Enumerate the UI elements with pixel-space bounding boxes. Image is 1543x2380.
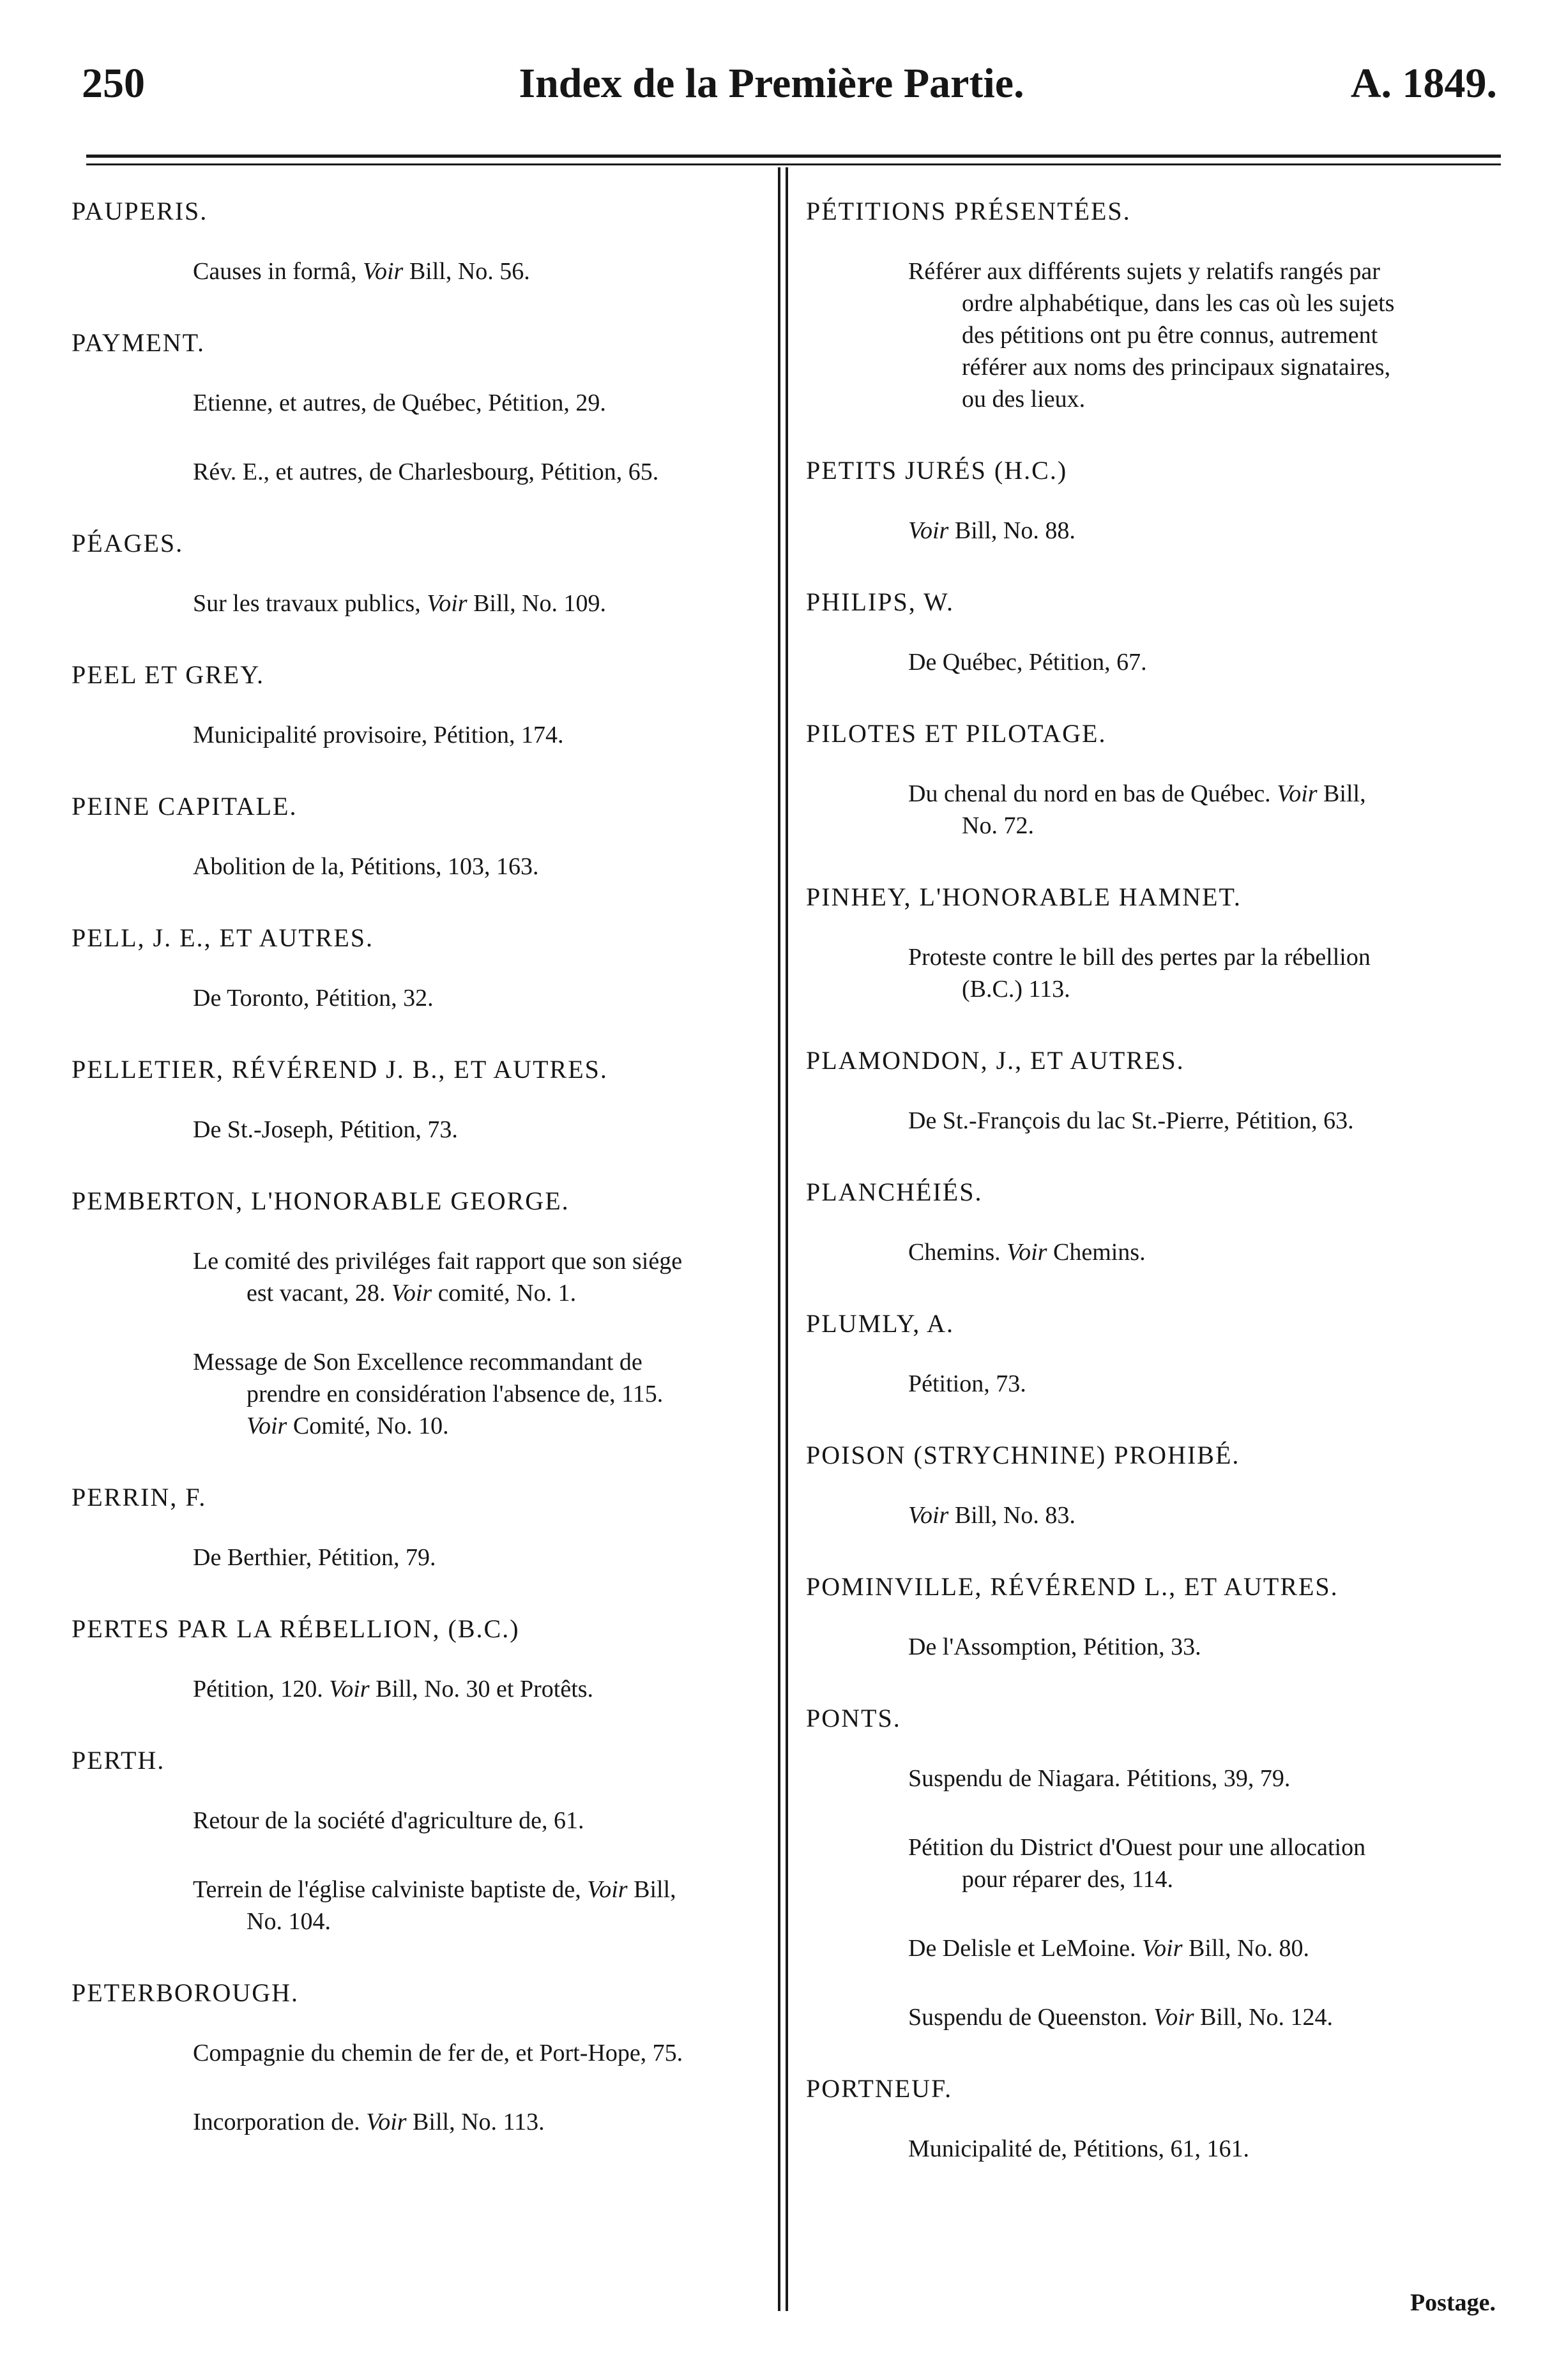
entry-heading: PORTNEUF. <box>806 2074 953 2103</box>
sub-text: Chemins. <box>908 1239 1007 1266</box>
voir-reference: Voir <box>1142 1935 1183 1962</box>
column-divider-right <box>786 167 788 2311</box>
entry-heading: PHILIPS, W. <box>806 587 955 616</box>
sub-text: pour réparer des, 114. <box>962 1866 1173 1893</box>
sub-text: De l'Assomption, Pétition, 33. <box>908 1633 1201 1660</box>
entry-heading: POMINVILLE, RÉVÉREND L., ET AUTRES. <box>806 1572 1339 1601</box>
sub-text: Pétition du District d'Ouest pour une allocation <box>908 1834 1366 1861</box>
entry-heading: PLANCHÉIÉS. <box>806 1178 983 1206</box>
sub-line <box>908 1834 1365 1861</box>
sub-text-tail: Bill, No. 83. <box>948 1502 1076 1529</box>
index-entry <box>72 324 780 488</box>
index-entry <box>72 1183 780 1442</box>
entry-subheading <box>72 1673 780 1705</box>
sub-text: prendre en considération l'absence de, 115. <box>247 1381 664 1407</box>
index-entry <box>72 525 780 619</box>
entry-heading: PEINE CAPITALE. <box>72 792 298 821</box>
entry-subheading <box>72 587 780 619</box>
entry-heading: PÉTITIONS PRÉSENTÉES. <box>806 197 1131 225</box>
voir-reference: Voir <box>247 1413 287 1439</box>
entry-heading: PILOTES ET PILOTAGE. <box>806 719 1107 748</box>
sub-line <box>193 1544 436 1571</box>
index-entry <box>72 1611 780 1705</box>
sub-line <box>908 1765 1290 1792</box>
voir-reference: Voir <box>427 590 467 617</box>
index-entry <box>806 1305 1528 1400</box>
entry-heading: PERRIN, F. <box>72 1483 207 1512</box>
index-entry <box>806 584 1528 678</box>
sub-line <box>193 390 606 416</box>
index-entry <box>72 920 780 1014</box>
sub-line <box>908 1107 1354 1134</box>
sub-text: De St.-Joseph, Pétition, 73. <box>193 1116 458 1143</box>
sub-text-tail: Bill, <box>627 1876 676 1903</box>
sub-text: Compagnie du chemin de fer de, et Port-Hope, 75. <box>193 2040 683 2066</box>
index-entry <box>72 1051 780 1146</box>
entry-subheading <box>72 1114 780 1146</box>
sub-text: No. 72. <box>962 812 1034 839</box>
sub-line <box>193 985 434 1012</box>
entry-heading: PLAMONDON, J., ET AUTRES. <box>806 1046 1185 1075</box>
entry-subheading <box>72 851 780 883</box>
entry-subheading <box>806 2133 1528 2165</box>
index-entry <box>806 1568 1528 1663</box>
index-entry <box>806 1042 1528 1137</box>
sub-line <box>908 517 1076 544</box>
session-year: A. 1849. <box>1350 60 1497 107</box>
sub-line <box>908 1633 1201 1660</box>
index-entry <box>806 1174 1528 1268</box>
entry-subheading <box>72 1805 780 1837</box>
entry-heading: PETITS JURÉS (H.C.) <box>806 456 1068 485</box>
entry-subheading <box>72 387 780 419</box>
sub-text: No. 104. <box>247 1908 331 1935</box>
sub-continuation <box>193 1378 780 1410</box>
index-entry <box>72 788 780 883</box>
sub-line <box>908 780 1366 807</box>
sub-text-tail: Bill, No. 56. <box>403 258 530 285</box>
entry-subheading <box>806 778 1528 842</box>
sub-text-tail: Bill, No. 109. <box>467 590 607 617</box>
sub-continuation: ou des lieux. <box>962 386 1086 413</box>
sub-line <box>193 853 538 880</box>
sub-text: Du chenal du nord en bas de Québec. <box>908 780 1277 807</box>
sub-continuation <box>193 1277 780 1309</box>
entry-heading: PÉAGES. <box>72 529 184 557</box>
sub-text: Pétition, 73. <box>908 1370 1026 1397</box>
sub-line <box>908 2004 1333 2031</box>
voir-reference: Voir <box>391 1280 432 1307</box>
voir-reference: Voir <box>587 1876 628 1903</box>
sub-text: Référer aux différents sujets y relatifs rangés par <box>908 258 1380 285</box>
sub-text-tail: Bill, No. 124. <box>1194 2004 1334 2031</box>
sub-text: Incorporation de. <box>193 2109 367 2135</box>
entry-heading: PONTS. <box>806 1704 901 1732</box>
sub-line <box>193 1676 593 1702</box>
sub-text: Rév. E., et autres, de Charlesbourg, Pétition, 65. <box>193 459 659 485</box>
voir-reference: Voir <box>908 1502 949 1529</box>
sub-text: Terrein de l'église calviniste baptiste de, <box>193 1876 588 1903</box>
entry-subheading <box>72 2106 780 2138</box>
sub-line <box>908 2135 1249 2162</box>
sub-text: Proteste contre le bill des pertes par la rébellion <box>908 944 1371 971</box>
sub-continuation <box>908 1863 1528 1895</box>
entry-subheading <box>806 1368 1528 1400</box>
sub-line <box>193 1116 458 1143</box>
entry-subheading <box>72 1346 780 1442</box>
sub-line <box>908 649 1147 676</box>
sub-line <box>908 1502 1076 1529</box>
index-entry <box>806 1437 1528 1531</box>
entry-subheading <box>72 982 780 1014</box>
sub-line <box>193 1807 584 1834</box>
index-entry <box>806 1700 1528 2033</box>
voir-reference: Voir <box>1277 780 1318 807</box>
sub-continuation <box>193 1410 780 1442</box>
index-entry <box>72 656 780 751</box>
sub-text: De Toronto, Pétition, 32. <box>193 985 434 1012</box>
sub-text: des pétitions ont pu être connus, autrement <box>962 322 1378 349</box>
sub-continuation: référer aux noms des principaux signataires, <box>962 354 1391 381</box>
sub-line <box>193 459 658 485</box>
entry-subheading <box>72 1542 780 1573</box>
entry-subheading <box>806 1631 1528 1663</box>
sub-line <box>193 722 563 748</box>
index-entry <box>72 1742 780 1937</box>
entry-heading: POISON (STRYCHNINE) PROHIBÉ. <box>806 1441 1240 1469</box>
index-entry <box>72 1479 780 1573</box>
sub-text: De Berthier, Pétition, 79. <box>193 1544 436 1571</box>
entry-subheading <box>72 719 780 751</box>
sub-line <box>193 2040 683 2066</box>
entry-subheading <box>806 2001 1528 2033</box>
entry-subheading <box>72 456 780 488</box>
sub-text: Retour de la société d'agriculture de, 61. <box>193 1807 584 1834</box>
sub-line <box>908 258 1380 285</box>
entry-heading: PEEL ET GREY. <box>72 660 264 689</box>
sub-text-tail: Bill, No. 113. <box>406 2109 545 2135</box>
voir-reference: Voir <box>366 2109 407 2135</box>
sub-text-tail: Bill, <box>1317 780 1366 807</box>
voir-reference: Voir <box>329 1676 370 1702</box>
entry-subheading <box>806 515 1528 547</box>
entry-subheading <box>806 941 1528 1005</box>
sub-text: Le comité des priviléges fait rapport que son siége <box>193 1248 683 1275</box>
sub-continuation <box>908 319 1528 351</box>
sub-continuation <box>908 287 1528 319</box>
entry-subheading <box>806 1105 1528 1137</box>
entry-heading: PAUPERIS. <box>72 197 208 225</box>
sub-text-tail: Chemins. <box>1047 1239 1146 1266</box>
entry-heading: PEMBERTON, L'HONORABLE GEORGE. <box>72 1186 570 1215</box>
sub-line <box>908 1239 1146 1266</box>
sub-text: De Québec, Pétition, 67. <box>908 649 1147 676</box>
entry-subheading <box>72 2037 780 2069</box>
entry-subheading <box>806 1762 1528 1794</box>
entry-subheading <box>806 1932 1528 1964</box>
sub-text: Abolition de la, Pétitions, 103, 163. <box>193 853 539 880</box>
sub-text: Municipalité de, Pétitions, 61, 161. <box>908 2135 1250 2162</box>
sub-text: Municipalité provisoire, Pétition, 174. <box>193 722 564 748</box>
sub-text: Causes in formâ, <box>193 258 363 285</box>
index-entry <box>806 452 1528 547</box>
catchword: Postage. <box>1410 2289 1496 2316</box>
entry-heading: PELL, J. E., ET AUTRES. <box>72 923 374 952</box>
left-column <box>72 193 780 2175</box>
sub-text: Suspendu de Niagara. Pétitions, 39, 79. <box>908 1765 1291 1792</box>
sub-text: De St.-François du lac St.-Pierre, Pétition, 63. <box>908 1107 1354 1134</box>
sub-text: De Delisle et LeMoine. <box>908 1935 1143 1962</box>
sub-text: est vacant, 28. <box>247 1280 391 1307</box>
sub-text: ordre alphabétique, dans les cas où les sujets <box>962 290 1395 317</box>
entry-subheading <box>72 1245 780 1309</box>
entry-heading: PETERBOROUGH. <box>72 1978 300 2007</box>
sub-text: (B.C.) 113. <box>962 976 1070 1003</box>
entry-heading: PLUMLY, A. <box>806 1309 954 1338</box>
header-rule-thick <box>86 155 1501 158</box>
sub-text-tail: Bill, No. 30 et Protêts. <box>369 1676 594 1702</box>
sub-text: Sur les travaux publics, <box>193 590 427 617</box>
voir-reference: Voir <box>362 258 404 285</box>
sub-line <box>908 1935 1309 1962</box>
index-entry <box>72 193 780 287</box>
sub-text: Suspendu de Queenston. <box>908 2004 1154 2031</box>
entry-heading: PAYMENT. <box>72 328 206 357</box>
sub-line <box>193 1248 682 1275</box>
sub-line <box>908 1370 1026 1397</box>
sub-text-tail: Bill, No. 88. <box>948 517 1076 544</box>
sub-line <box>193 1349 642 1376</box>
entry-subheading <box>72 1874 780 1937</box>
entry-heading: PERTES PAR LA RÉBELLION, (B.C.) <box>72 1614 520 1643</box>
sub-line <box>193 1876 676 1903</box>
entry-heading: PINHEY, L'HONORABLE HAMNET. <box>806 883 1242 911</box>
entry-heading: PERTH. <box>72 1746 165 1775</box>
index-entry <box>806 193 1528 415</box>
sub-continuation <box>908 973 1528 1005</box>
sub-continuation <box>193 1906 780 1937</box>
index-entry <box>806 715 1528 842</box>
entry-subheading <box>806 646 1528 678</box>
entry-heading: PELLETIER, RÉVÉREND J. B., ET AUTRES. <box>72 1055 608 1084</box>
sub-line <box>908 944 1371 971</box>
page-title: Index de la Première Partie. <box>519 60 1024 107</box>
sub-text: Pétition, 120. <box>193 1676 330 1702</box>
index-entry <box>806 879 1528 1005</box>
entry-subheading <box>806 255 1528 415</box>
sub-text-tail: comité, No. 1. <box>432 1280 577 1307</box>
voir-reference: Voir <box>1007 1239 1047 1266</box>
sub-text: Etienne, et autres, de Québec, Pétition, 29. <box>193 390 606 416</box>
sub-text: Message de Son Excellence recommandant de <box>193 1349 642 1376</box>
index-entry <box>806 2070 1528 2165</box>
sub-text: Comité, No. 10. <box>287 1413 449 1439</box>
sub-continuation <box>908 810 1528 842</box>
entry-subheading <box>806 1831 1528 1895</box>
entry-subheading <box>806 1236 1528 1268</box>
entry-subheading <box>806 1499 1528 1531</box>
right-column <box>806 193 1528 2202</box>
voir-reference: Voir <box>908 517 949 544</box>
sub-line <box>193 258 530 285</box>
sub-line <box>193 2109 545 2135</box>
entry-subheading <box>72 255 780 287</box>
index-entry <box>72 1974 780 2138</box>
sub-line <box>193 590 606 617</box>
voir-reference: Voir <box>1153 2004 1194 2031</box>
page-number: 250 <box>82 60 145 107</box>
header-rule-thin <box>86 163 1501 165</box>
sub-text-tail: Bill, No. 80. <box>1182 1935 1309 1962</box>
